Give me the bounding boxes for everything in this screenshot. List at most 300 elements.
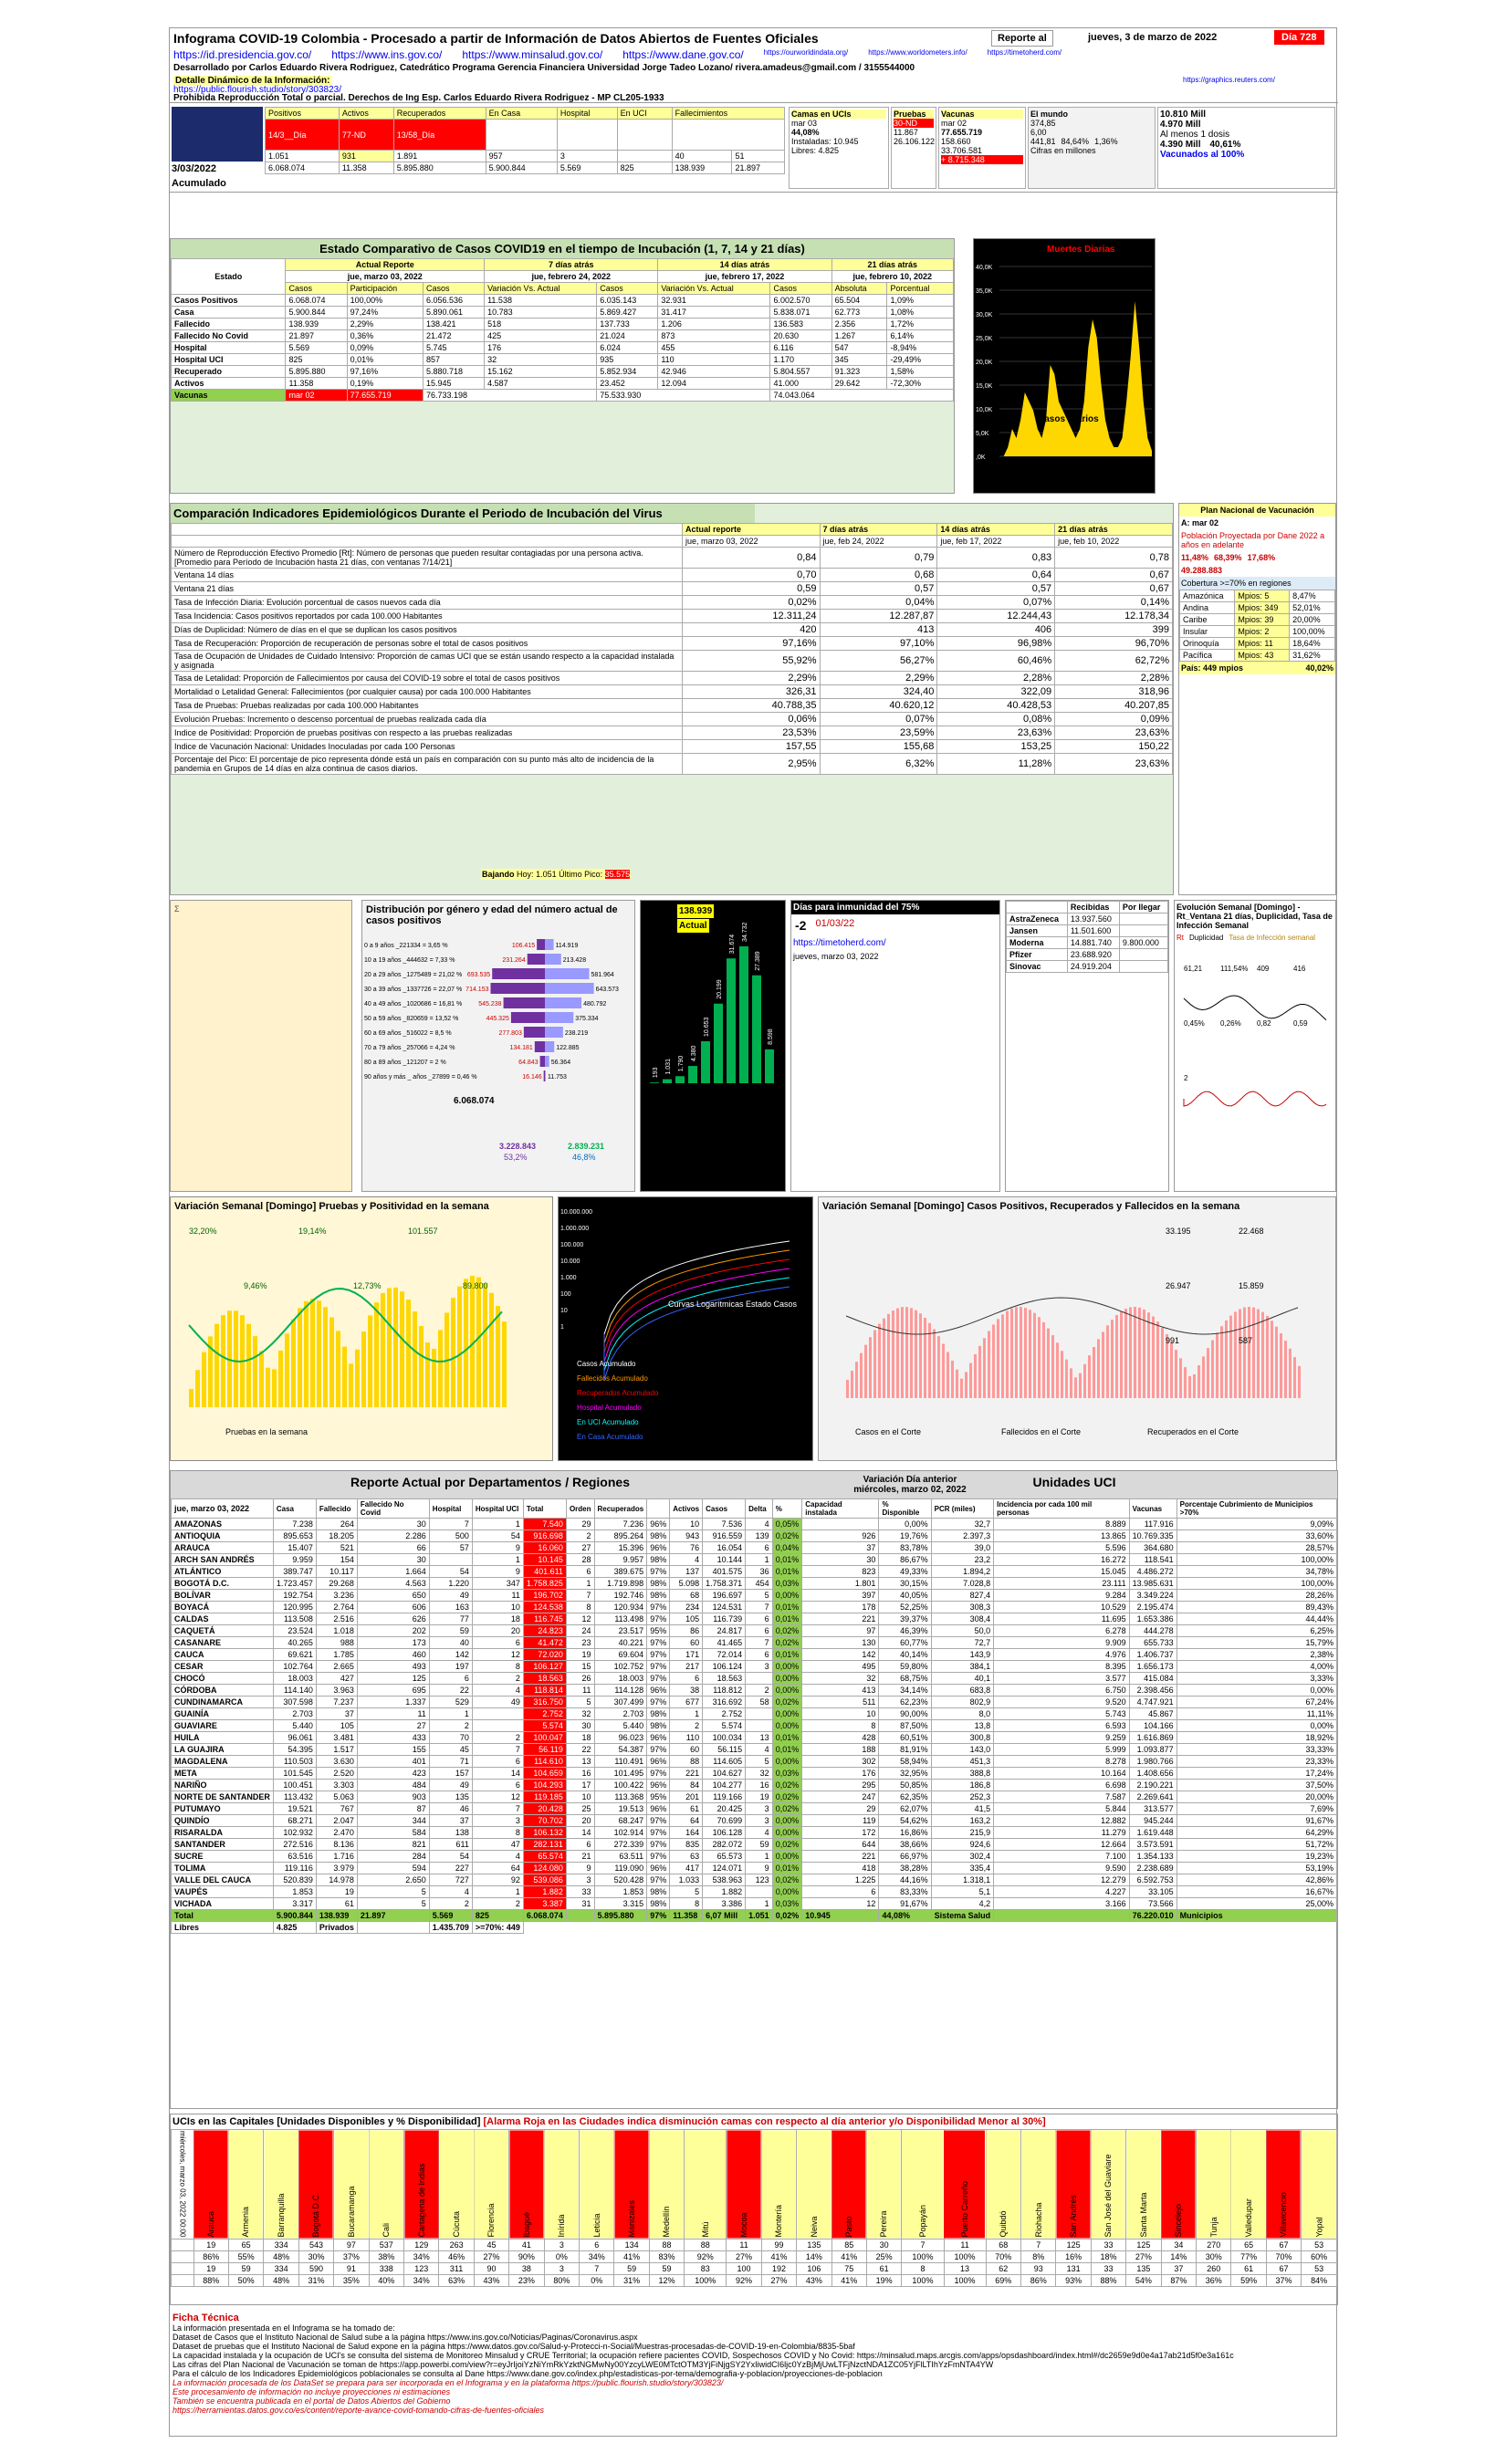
dept-cell: 520.839: [273, 1874, 316, 1886]
dept-cell: 1.656.173: [1129, 1661, 1177, 1673]
capital-cell: 192: [761, 2262, 796, 2274]
comp-cell: 547: [831, 342, 887, 354]
dept-cell: 389.675: [594, 1566, 647, 1578]
vac-region-cell: Andina: [1180, 602, 1235, 614]
log-legend: En UCI Acumulado: [577, 1418, 639, 1426]
female-bar: [545, 939, 554, 950]
dept-cell: 17,24%: [1177, 1768, 1336, 1780]
vac-region-cell: 20,00%: [1290, 614, 1335, 626]
dept-cell: 18: [566, 1732, 594, 1744]
link-worldometers[interactable]: https://www.worldometers.info/: [868, 48, 967, 57]
capital-cell: 41%: [831, 2250, 866, 2262]
dept-cell: 3.577: [994, 1673, 1129, 1685]
dept-cell: 6: [802, 1886, 879, 1898]
acc-label: Acumulado: [172, 178, 226, 189]
dept-cell: 124.531: [703, 1602, 746, 1613]
dept-cell: 90,00%: [879, 1708, 931, 1720]
comp-cell: 1.206: [658, 318, 770, 330]
daily-cases-svg: [974, 239, 1156, 494]
link-minsalud[interactable]: https://www.minsalud.gov.co/: [462, 48, 603, 61]
vac-region-cell: 31,62%: [1290, 650, 1335, 662]
table-row: [172, 354, 954, 366]
period-head: Actual Reporte: [286, 259, 485, 271]
log-curve: [604, 1269, 790, 1362]
rt-label: 2: [1184, 1074, 1188, 1082]
tests-bar: [406, 1300, 411, 1407]
dept-cell: 13,8: [931, 1720, 994, 1732]
indicator-value: 0,57: [820, 582, 937, 596]
dept-cell: 454: [746, 1578, 773, 1590]
dept-cell: 96.061: [273, 1732, 316, 1744]
comp-cell: 455: [658, 342, 770, 354]
table-row: [172, 1863, 1337, 1874]
table-row: [172, 1566, 1337, 1578]
crf-bar: [1020, 1307, 1022, 1398]
comp-cell: 2.356: [831, 318, 887, 330]
dept-var-title-text: Variación Día anterior: [863, 1475, 957, 1485]
male-total: 3.228.843: [499, 1142, 537, 1151]
dept-cell: 538.963: [703, 1874, 746, 1886]
tests-bar: [381, 1293, 385, 1407]
dept-cell: 176: [802, 1768, 879, 1780]
log-ytick: 1.000.000: [560, 1226, 590, 1232]
indicator-value: 55,92%: [683, 651, 821, 672]
dept-total-cell: 138.939: [316, 1910, 357, 1922]
indicator-value: 12.311,24: [683, 610, 821, 623]
dept-cell: 143,9: [931, 1649, 994, 1661]
dept-cell: 64: [472, 1863, 523, 1874]
world-b: 84,64%: [1061, 137, 1090, 146]
indicator-value: 413: [820, 623, 937, 637]
indicator-value: 0,64: [937, 569, 1055, 582]
dept-cell: 91,67%: [1177, 1815, 1336, 1827]
daily-title: Muertes Diarias: [1047, 245, 1115, 255]
dept-cell: 97%: [647, 1566, 670, 1578]
herd-link[interactable]: https://timetoherd.com/: [793, 938, 886, 948]
capital-cell: 91: [334, 2262, 369, 2274]
dept-cell: 1.716: [316, 1851, 357, 1863]
link-dane[interactable]: https://www.dane.gov.co/: [622, 48, 744, 61]
dept-col-head: Casos: [703, 1499, 746, 1519]
dept-name: META: [172, 1768, 274, 1780]
dept-cell: 2.752: [703, 1708, 746, 1720]
stat-day: 77-ND: [339, 120, 393, 151]
dept-cell: 252,3: [931, 1791, 994, 1803]
capital-cell: 54%: [1126, 2274, 1161, 2286]
table-row: [172, 1839, 1337, 1851]
table-row: [172, 1815, 1337, 1827]
dept-cell: 34,78%: [1177, 1566, 1336, 1578]
supply-cell: [1119, 949, 1167, 961]
dept-cell: 4: [429, 1886, 472, 1898]
dept-cell: 68.247: [594, 1815, 647, 1827]
capital-cell: 129: [404, 2239, 439, 2250]
table-row: [1007, 914, 1168, 925]
vaccine-supply: [1005, 900, 1169, 1192]
table-row: [172, 378, 954, 390]
sub-head: Casos: [770, 283, 831, 295]
dept-cell: 202: [357, 1625, 429, 1637]
tests-bar: [457, 1287, 462, 1407]
death-bar: [727, 958, 736, 1083]
vac-date: mar 02: [286, 390, 347, 402]
dept-cell: 0,00%: [772, 1886, 802, 1898]
vac-region-cell: Mpios: 39: [1235, 614, 1290, 626]
age-row-label: 10 a 19 años _444632 = 7,33 %: [364, 957, 455, 964]
tests-bar: [438, 1330, 443, 1407]
indicator-value: 0,79: [820, 548, 937, 569]
capital-cell: 0%: [544, 2250, 579, 2262]
dept-cell: 110: [670, 1732, 703, 1744]
dept-col-head: Recuperados: [594, 1499, 647, 1519]
indicator-value: 2,29%: [683, 672, 821, 685]
dept-cell: 3.573.591: [1129, 1839, 1177, 1851]
dept-cell: 1.406.737: [1129, 1649, 1177, 1661]
dept-cell: 40,1: [931, 1673, 994, 1685]
dept-cell: 96%: [647, 1542, 670, 1554]
capital-cell: 3: [544, 2262, 579, 2274]
dept-cell: 42,86%: [1177, 1874, 1336, 1886]
dept-cell: 76: [670, 1542, 703, 1554]
dept-cell: 3.166: [994, 1898, 1129, 1910]
dept-total-cell: 5.895.880: [594, 1910, 647, 1922]
capital-name: Cali: [369, 2130, 403, 2240]
state-name: Casa: [172, 307, 286, 318]
capital-cell: 38: [509, 2262, 544, 2274]
dept-cell: 0,01%: [772, 1649, 802, 1661]
period-head: 21 días atrás: [831, 259, 953, 271]
crf-bar: [864, 1345, 867, 1398]
table-row: [172, 1649, 1337, 1661]
dept-cell: 114.610: [523, 1756, 566, 1768]
dept-cell: 186,8: [931, 1780, 994, 1791]
crf-bar: [846, 1380, 849, 1398]
dept-cell: 2.470: [316, 1827, 357, 1839]
dept-cell: 14.978: [316, 1874, 357, 1886]
ind-date-head: jue, feb 10, 2022: [1055, 536, 1173, 548]
dept-cell: 49: [472, 1697, 523, 1708]
ficha-line: Este procesamiento de información no incluye proyecciones ni estimaciones: [173, 2387, 451, 2396]
tests-bar: [221, 1315, 225, 1407]
capital-cell: 537: [369, 2239, 403, 2250]
crf-bar: [1134, 1307, 1136, 1398]
indicator-value: 60,46%: [937, 651, 1055, 672]
capital-name: San Andrés: [1056, 2130, 1091, 2240]
capital-cell: 131: [1056, 2262, 1091, 2274]
table-row: [172, 1791, 1337, 1803]
dept-cell: 30: [357, 1554, 429, 1566]
dept-cell: 0,00%: [772, 1673, 802, 1685]
dept-cell: 2.238.689: [1129, 1863, 1177, 1874]
dept-cell: 98%: [647, 1708, 670, 1720]
dept-cell: 11.695: [994, 1613, 1129, 1625]
log-legend: Hospital Acumulado: [577, 1404, 642, 1412]
crf-bar: [924, 1318, 926, 1398]
ficha-line: Dataset de Casos que el Instituto Nacional de Salud sube a la página https://www.ins.gov.co/Noticias/Paginas/Coronavirus.aspx: [173, 2333, 638, 2342]
age-pyramid-svg: [362, 930, 635, 1185]
ind-empty: [172, 536, 683, 548]
crf-bar: [1188, 1376, 1191, 1398]
crf-bar: [1234, 1311, 1237, 1398]
dept-cell: 10: [802, 1708, 879, 1720]
dept-cell: 1.801: [802, 1578, 879, 1590]
dept-cell: 16.060: [523, 1542, 566, 1554]
dept-cell: 5: [566, 1697, 594, 1708]
dept-cell: 39,37%: [879, 1613, 931, 1625]
comp-cell: 6.024: [597, 342, 658, 354]
dept-cell: 1.980.766: [1129, 1756, 1177, 1768]
dept-cell: 18.003: [273, 1673, 316, 1685]
death-bar: [663, 1080, 672, 1083]
dept-cell: 520.428: [594, 1874, 647, 1886]
table-row: [172, 307, 954, 318]
dept-cell: 97%: [647, 1851, 670, 1863]
capital-cell: 334: [264, 2239, 298, 2250]
vac-plan-date: A: mar 02: [1181, 518, 1219, 527]
dept-cell: 14: [566, 1827, 594, 1839]
tests-bar: [432, 1349, 436, 1407]
dept-cell: 264: [316, 1519, 357, 1530]
dept-cell: 727: [429, 1874, 472, 1886]
dept-cell: 10.164: [994, 1768, 1129, 1780]
dept-cell: 308,3: [931, 1602, 994, 1613]
death-bar: [701, 1041, 710, 1083]
table-row: [1007, 937, 1168, 949]
capital-cell: 30%: [1197, 2250, 1231, 2262]
ficha-line: La capacidad instalada y la ocupación de UCI's se consulta del sistema de Monitoreo Minsalud y CRUE Territorial; la ocupación refiere pacientes COVID, Sospechosos COVID y No Covid: https://minsalud.maps.arcgis.com/apps/opsdashboard/index.html#/dc2659e9d0e4a17ab21d5f0e3a161c: [173, 2351, 1234, 2360]
dept-cell: 0,03%: [772, 1898, 802, 1910]
dept-cell: 104.166: [1129, 1720, 1177, 1732]
dept-cell: 529: [429, 1697, 472, 1708]
uci-beds-box: [789, 107, 889, 189]
dept-cell: 12.664: [994, 1839, 1129, 1851]
period-date: jue, marzo 03, 2022: [286, 271, 485, 283]
source-links: [173, 48, 1062, 61]
dept-cell: 1.758.371: [703, 1578, 746, 1590]
deaths-label: Actual: [679, 921, 707, 931]
indicator-value: 2,28%: [937, 672, 1055, 685]
indicator-value: 23,63%: [937, 726, 1055, 740]
dept-var-date: miércoles, marzo 02, 2022: [853, 1485, 967, 1495]
crf-bar: [1070, 1368, 1072, 1398]
capital-cell: 41%: [831, 2274, 866, 2286]
dept-cell: 827,4: [931, 1590, 994, 1602]
dept-cell: 38,66%: [879, 1839, 931, 1851]
rt-label: 61,21: [1184, 965, 1203, 973]
female-pct: 46,8%: [572, 1153, 596, 1162]
world-label: El mundo: [1030, 110, 1068, 119]
dept-cell: 21: [566, 1851, 594, 1863]
capital-cell: 84%: [1302, 2274, 1337, 2286]
crf-bar: [1156, 1321, 1159, 1398]
female-val: 213.428: [562, 957, 587, 964]
dept-cell: 28,57%: [1177, 1542, 1336, 1554]
tests-bar: [349, 1363, 353, 1407]
death-bar: [752, 976, 761, 1083]
vac-region-cell: 18,64%: [1290, 638, 1335, 650]
dept-cell: 500: [429, 1530, 472, 1542]
capital-cell: 40%: [369, 2274, 403, 2286]
dept-cell: 37,50%: [1177, 1780, 1336, 1791]
uci-beds-title: Camas en UCIs: [791, 110, 886, 119]
dept-name: PUTUMAYO: [172, 1803, 274, 1815]
tests-bar: [272, 1369, 277, 1407]
dept-cell: 6: [746, 1649, 773, 1661]
dept-cell: 2.703: [273, 1708, 316, 1720]
comparison-table: [171, 258, 954, 402]
capital-cell: 125: [1126, 2239, 1161, 2250]
ind-col-head: Actual reporte: [683, 524, 821, 536]
crf-bar: [974, 1354, 977, 1398]
dept-cell: 364.680: [1129, 1542, 1177, 1554]
dept-cell: 2: [670, 1720, 703, 1732]
dept-cell: 72,7: [931, 1637, 994, 1649]
dept-cell: 12: [566, 1613, 594, 1625]
comp-cell: 91.323: [831, 366, 887, 378]
dept-cell: 300,8: [931, 1732, 994, 1744]
age-chart-title: Distribución por género y edad del número actual de casos positivos: [366, 904, 618, 926]
indicator-value: 0,07%: [937, 596, 1055, 610]
dept-cell: 9.957: [594, 1554, 647, 1566]
crf-label: 26.947: [1166, 1281, 1191, 1290]
capital-cell: 3: [544, 2239, 579, 2250]
comp-cell: 21.024: [597, 330, 658, 342]
comp-cell: 5.895.880: [286, 366, 347, 378]
ind-date-head: jue, feb 24, 2022: [820, 536, 937, 548]
dept-cell: [746, 1708, 773, 1720]
dept-cell: 1.785: [316, 1649, 357, 1661]
dept-cell: 73.566: [1129, 1898, 1177, 1910]
uci-installed: Instaladas: 10.945: [791, 137, 859, 146]
capital-name: Villavicencio: [1266, 2130, 1301, 2240]
capital-cell: 43%: [474, 2274, 508, 2286]
dept-cell: 33,60%: [1177, 1530, 1336, 1542]
dept-cell: 10.117: [316, 1566, 357, 1578]
dept-cell: 81,91%: [879, 1744, 931, 1756]
dept-cell: 427: [316, 1673, 357, 1685]
dept-col-head: Hospital: [429, 1499, 472, 1519]
vac-region-cell: 100,00%: [1290, 626, 1335, 638]
capital-name: Popayán: [902, 2130, 944, 2240]
dept-cell: 655.733: [1129, 1637, 1177, 1649]
vac-coverage-label: Cobertura >=70% en regiones: [1179, 577, 1335, 590]
daily-cases-chart: [973, 238, 1156, 494]
male-val: 693.535: [466, 972, 491, 978]
indicator-label: Indice de Positividad: Proporción de pruebas positivas con respecto a las pruebas realizadas: [172, 726, 683, 740]
dept-cell: 100.451: [273, 1780, 316, 1791]
indicator-value: 399: [1055, 623, 1173, 637]
link-timetoherd[interactable]: https://timetoherd.com/: [987, 48, 1062, 57]
dept-cell: 626: [357, 1613, 429, 1625]
tests-bar: [374, 1302, 379, 1407]
indicator-label: Tasa de Recuperación: Proporción de recuperación de personas sobre el total de casos positivos: [172, 637, 683, 651]
dept-cell: 4.976: [994, 1649, 1129, 1661]
tests-acc: 26.106.122: [894, 137, 936, 146]
supply-cell: 11.501.600: [1067, 925, 1119, 937]
link-owid[interactable]: https://ourworldindata.org/: [763, 48, 849, 57]
vac-acc: 33.706.581: [941, 146, 983, 155]
reuters-link[interactable]: https://graphics.reuters.com/: [1183, 76, 1275, 84]
dept-cell: 767: [316, 1803, 357, 1815]
dept-cell: 0,02%: [772, 1791, 802, 1803]
dept-cell: 11,11%: [1177, 1708, 1336, 1720]
female-val: 375.334: [575, 1016, 599, 1022]
capital-cell: 100: [727, 2262, 761, 2274]
tests-weekly-chart: [170, 1196, 553, 1461]
dept-cell: 44,44%: [1177, 1613, 1336, 1625]
crf-bar: [1197, 1365, 1200, 1398]
dept-cell: 18.205: [316, 1530, 357, 1542]
tests-bar: [189, 1389, 193, 1407]
link-presidencia[interactable]: https://id.presidencia.gov.co/: [173, 48, 312, 61]
indicator-value: 2,95%: [683, 754, 821, 775]
death-bar: [739, 946, 748, 1083]
dept-cell: 2: [566, 1530, 594, 1542]
dept-cell: 1: [472, 1519, 523, 1530]
table-row: [172, 1768, 1337, 1780]
tests-bar: [317, 1300, 321, 1407]
capital-cell: 59: [649, 2262, 684, 2274]
capitals-alert: [Alarma Roja en las Ciudades indica disminución camas con respecto al día anterior y/o Disponibilidad Menor al 30%]: [483, 2116, 1046, 2127]
capital-name: Inírida: [544, 2130, 579, 2240]
capital-cell: 63%: [439, 2274, 474, 2286]
table-row: [1007, 902, 1168, 914]
daily-ytick: 35,0K: [976, 288, 993, 295]
table-row: [172, 1530, 1337, 1542]
stat-day: [617, 120, 672, 151]
log-legend: Casos Acumulado: [577, 1360, 636, 1368]
log-ytick: 10: [560, 1308, 568, 1314]
indicator-value: 0,68: [820, 569, 937, 582]
dept-cell: 1: [670, 1708, 703, 1720]
flourish-link[interactable]: https://public.flourish.studio/story/303823/: [173, 85, 341, 95]
dept-cell: 1.664: [357, 1566, 429, 1578]
indicator-value: 0,59: [683, 582, 821, 596]
crf-bar: [869, 1337, 872, 1398]
dept-total-cell: 21.897: [357, 1910, 429, 1922]
crf-bar: [1216, 1332, 1218, 1398]
dept-cell: 3: [746, 1803, 773, 1815]
dept-cell: 58: [746, 1697, 773, 1708]
dept-cell: 66: [357, 1542, 429, 1554]
rt-label: 0,26%: [1220, 1019, 1241, 1028]
rt-label: 0,45%: [1184, 1019, 1205, 1028]
world-note: Cifras en millones: [1030, 146, 1096, 155]
vaccine-supply-table: [1006, 901, 1168, 973]
crf-label: 991: [1166, 1336, 1180, 1345]
death-val: 20.199: [716, 979, 723, 999]
capital-cell: 33: [1091, 2239, 1125, 2250]
crf-bar: [1047, 1329, 1050, 1398]
capital-cell: 14%: [797, 2250, 831, 2262]
table-row: [172, 1637, 1337, 1649]
vac-label: Vacunas: [172, 390, 286, 402]
tests-bar: [419, 1326, 424, 1407]
link-ins[interactable]: https://www.ins.gov.co/: [331, 48, 443, 61]
header: [170, 28, 1338, 103]
tests-chart-title: Variación Semanal [Domingo] Pruebas y Positividad en la semana: [174, 1201, 489, 1212]
male-bar: [540, 1056, 545, 1067]
crf-bar: [946, 1352, 949, 1398]
male-val: 545.238: [478, 1001, 502, 1008]
dept-cell: 3.315: [594, 1898, 647, 1910]
dept-cell: 39,0: [931, 1542, 994, 1554]
dept-cell: 4: [670, 1554, 703, 1566]
table-row: [172, 1708, 1337, 1720]
dept-cell: 87,50%: [879, 1720, 931, 1732]
crf-bar: [1006, 1311, 1009, 1398]
comp-cell: 1,09%: [887, 295, 954, 307]
